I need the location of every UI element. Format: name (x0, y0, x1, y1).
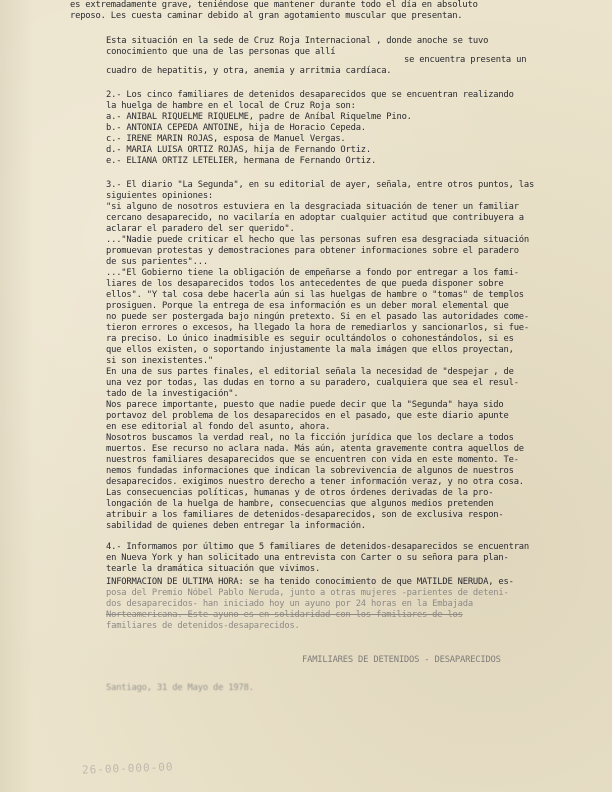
section2-item-a: a.- ANIBAL RIQUELME RIQUELME, padre de Aníbal Riquelme Pino. (106, 112, 412, 122)
section3-line-2: siguientes opiniones: (106, 191, 214, 201)
ultima-hora-line-2: posa del Premio Nóbel Pablo Neruda, junto a otras mujeres -parientes de deteni- (106, 588, 509, 598)
section3-line-31: atribuir a los familiares de detenidos-desaparecidos, son de exclusiva respon- (106, 510, 504, 520)
ultima-hora-line-5: familiares de detenidos-desaparecidos. (106, 621, 300, 631)
cruz-roja-line-1: Esta situación en la sede de Cruz Roja Internacional , donde anoche se tuvo (106, 36, 489, 46)
section3-line-19: una vez por todas, las dudas en torno a su paradero, cualquiera que sea el resul- (106, 378, 519, 388)
ultima-hora-line-3: dos desaparecidos- han iniciado hoy un ayuno por 24 horas en la Embajada (106, 599, 473, 609)
ultima-hora-line-4: Norteamericana. Este ayuno es en solidaridad con los familiares de los (106, 610, 463, 620)
page-edge-shadow (0, 0, 34, 792)
section3-line-17: si son inexistentes." (106, 356, 214, 366)
section3-line-15: ra preciso. Lo único inadmisible es seguir ocultándolos o cohonestándolos, si es (106, 334, 514, 344)
section3-line-18: En una de sus partes finales, el editorial señala la necesidad de "despejar , de (106, 367, 514, 377)
section3-line-11: ellos". "Y tal cosa debe hacerla aún si las huelgas de hambre o "tomas" de templos (106, 290, 524, 300)
section2-item-d: d.- MARIA LUISA ORTIZ ROJAS, hija de Fernando Ortiz. (106, 145, 372, 155)
section3-line-30: longación de la huelga de hambre, consecuencias que algunos medios pretenden (106, 499, 494, 509)
section2-intro-2: la huelga de hambre en el local de Cruz Roja son: (106, 101, 356, 111)
section2-item-e: e.- ELIANA ORTIZ LETELIER, hermana de Fernando Ortiz. (106, 156, 377, 166)
section2-item-b: b.- ANTONIA CEPEDA ANTOINE, hija de Horacio Cepeda. (106, 123, 366, 133)
section3-line-21: Nos parece importante, puesto que nadie puede decir que la "Segunda" haya sido (106, 400, 504, 410)
section3-line-6: ..."Nadie puede criticar el hecho que las personas sufren esa desgraciada situación (106, 235, 529, 245)
section3-line-20: tado de la investigación". (106, 389, 239, 399)
section3-line-23: en ese editorial al fondo del asunto, ahora. (106, 422, 331, 432)
section4-line-2: en Nueva York y han solicitado una entrevista con Carter o su señora para plan- (106, 553, 509, 563)
section3-line-1: 3.- El diario "La Segunda", en su editorial de ayer, señala, entre otros puntos, las (106, 180, 535, 190)
cruz-roja-line-2: conocimiento que una de las personas que allí (106, 47, 336, 57)
place-date: Santiago, 31 de Mayo de 1978. (106, 683, 254, 693)
section3-line-27: nemos fundadas informaciones que indican la sobrevivencia de algunos de nuestros (106, 466, 514, 476)
section3-line-25: muertos. Ese recurso no aclara nada. Más aún, atenta gravemente contra aquellos de (106, 444, 524, 454)
section3-line-9: ..."El Gobierno tiene la obligación de empeñarse a fondo por entregar a los fami- (106, 268, 519, 278)
section2-item-c: c.- IRENE MARIN ROJAS, esposa de Manuel Vergas. (106, 134, 346, 144)
section3-line-3: "si alguno de nosotros estuviera en la desgraciada situación de tener un familiar (106, 202, 519, 212)
section4-line-1: 4.- Informamos por último que 5 familiares de detenidos-desaparecidos se encuentran (106, 542, 529, 552)
top-line-1: es extremadamente grave, teniéndose que mantener durante todo el día en absoluto (70, 0, 478, 10)
section3-line-22: portavoz del problema de los desaparecidos en el pasado, que este diario apunte (106, 411, 509, 421)
section2-intro-1: 2.- Los cinco familiares de detenidos desaparecidos que se encuentran realizando (106, 90, 514, 100)
section3-line-29: Las consecuencias políticas, humanas y de otros órdenes derivadas de la pro- (106, 488, 494, 498)
section3-line-13: no puede ser postergada bajo ningún pretexto. Si en el pasado las autoridades come- (106, 312, 529, 322)
section3-line-12: prosiguen. Porque la entrega de esa información es un deber moral elemental que (106, 301, 509, 311)
cruz-roja-line-2b: se encuentra presenta un (404, 55, 527, 65)
section3-line-5: aclarar el paradero del ser querido". (106, 224, 295, 234)
document-stamp: 26-00-000-00 (81, 760, 174, 777)
signature: FAMILIARES DE DETENIDOS - DESAPARECIDOS (302, 655, 501, 665)
section3-line-4: cercano desaparecido, no vacilaría en adoptar cualquier actitud que contribuyera a (106, 213, 524, 223)
section3-line-26: nuestros familiares desaparecidos que se encuentren con vida en este momento. Te- (106, 455, 519, 465)
section3-line-14: tieron errores o excesos, ha llegado la hora de remediarlos y sancionarlos, si fue- (106, 323, 529, 333)
section3-line-8: de sus parientes"... (106, 257, 208, 267)
top-line-2: reposo. Les cuesta caminar debido al gran agotamiento muscular que presentan. (70, 11, 463, 21)
section3-line-28: desaparecidos. exigimos nuestro derecho a tener información veraz, y no otra cosa. (106, 477, 524, 487)
section3-line-24: Nosotros buscamos la verdad real, no la ficción jurídica que los declare a todos (106, 433, 514, 443)
section3-line-32: sabilidad de quienes deben entregar la información. (106, 521, 366, 531)
section3-line-10: liares de los desaparecidos todos los antecedentes de que pueda disponer sobre (106, 279, 504, 289)
cruz-roja-line-3: cuadro de hepatitis, y otra, anemia y arritmia cardíaca. (106, 66, 392, 76)
section3-line-7: promuevan protestas y demostraciones para obtener informaciones sobre el paradero (106, 246, 519, 256)
section4-line-3: tearle la dramática situación que vivimos. (106, 564, 321, 574)
section3-line-16: que ellos existen, o soportando injustamente la mala imágen que ellos proyectan, (106, 345, 514, 355)
ultima-hora-line-1: INFORMACION DE ULTIMA HORA: se ha tenido conocimiento de que MATILDE NERUDA, es- (106, 577, 514, 587)
